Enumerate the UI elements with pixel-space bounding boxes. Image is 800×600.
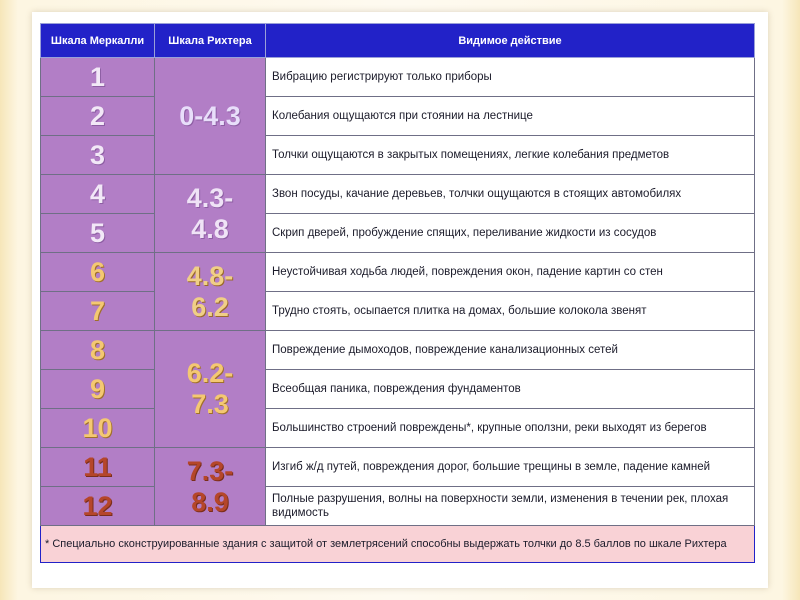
table-row: [41, 409, 755, 448]
richter-range-line1: 0-4.3: [179, 100, 241, 131]
effect-description: Всеобщая паника, повреждения фундаментов: [266, 370, 755, 409]
footnote: * Специально сконструированные здания с защитой от землетрясений способны выдержать толчки до 8.5 баллов по шкале Рихтера: [41, 526, 755, 563]
mercalli-value: 3: [41, 136, 155, 175]
earthquake-scale-table: [40, 23, 755, 563]
mercalli-value: 10: [41, 409, 155, 448]
effect-description: Повреждение дымоходов, повреждение канализационных сетей: [266, 331, 755, 370]
richter-range: [155, 58, 266, 175]
richter-range: [155, 331, 266, 448]
footnote-row: [41, 526, 755, 563]
table-row: [41, 175, 755, 214]
richter-range-line1: 4.3-: [186, 182, 234, 213]
richter-range-line1: 6.2-: [186, 358, 234, 388]
effect-description: Колебания ощущаются при стоянии на лестнице: [266, 97, 755, 136]
effect-description: Вибрацию регистрируют только приборы: [266, 58, 755, 97]
richter-range-line2: 7.3: [191, 389, 229, 419]
mercalli-value: 2: [41, 97, 155, 136]
mercalli-value: 1: [41, 58, 155, 97]
richter-range-line2: 4.8: [191, 213, 229, 244]
table-row: [41, 331, 755, 370]
mercalli-value: 11: [41, 448, 155, 487]
table-row: [41, 253, 755, 292]
effect-description: Толчки ощущаются в закрытых помещениях, легкие колебания предметов: [266, 136, 755, 175]
table-row: [41, 97, 755, 136]
header-effect: Видимое действие: [266, 24, 755, 58]
mercalli-value: 5: [41, 214, 155, 253]
table-row: [41, 292, 755, 331]
table-row: [41, 370, 755, 409]
table-row: [41, 136, 755, 175]
mercalli-value: 7: [41, 292, 155, 331]
effect-description: Скрип дверей, пробуждение спящих, переливание жидкости из сосудов: [266, 214, 755, 253]
mercalli-value: 4: [41, 175, 155, 214]
table-row: [41, 487, 755, 526]
richter-range: [155, 175, 266, 253]
table-header-row: [41, 24, 755, 58]
richter-range-line2: 8.9: [191, 486, 229, 517]
richter-range-line2: 6.2: [191, 291, 229, 322]
table-row: [41, 214, 755, 253]
richter-range-line1: 7.3-: [186, 455, 234, 486]
effect-description: Звон посуды, качание деревьев, толчки ощущаются в стоящих автомобилях: [266, 175, 755, 214]
table-row: [41, 58, 755, 97]
effect-description: Полные разрушения, волны на поверхности земли, изменения в течении рек, плохая видимость: [266, 487, 755, 526]
richter-range: [155, 448, 266, 526]
effect-description: Неустойчивая ходьба людей, повреждения окон, падение картин со стен: [266, 253, 755, 292]
richter-range: [155, 253, 266, 331]
table-row: [41, 448, 755, 487]
header-richter: Шкала Рихтера: [155, 24, 266, 58]
effect-description: Большинство строений повреждены*, крупные оползни, реки выходят из берегов: [266, 409, 755, 448]
effect-description: Трудно стоять, осыпается плитка на домах, большие колокола звенят: [266, 292, 755, 331]
effect-description: Изгиб ж/д путей, повреждения дорог, большие трещины в земле, падение камней: [266, 448, 755, 487]
header-mercalli: Шкала Меркалли: [41, 24, 155, 58]
mercalli-value: 12: [41, 487, 155, 526]
mercalli-value: 9: [41, 370, 155, 409]
mercalli-value: 6: [41, 253, 155, 292]
mercalli-value: 8: [41, 331, 155, 370]
richter-range-line1: 4.8-: [186, 260, 234, 291]
